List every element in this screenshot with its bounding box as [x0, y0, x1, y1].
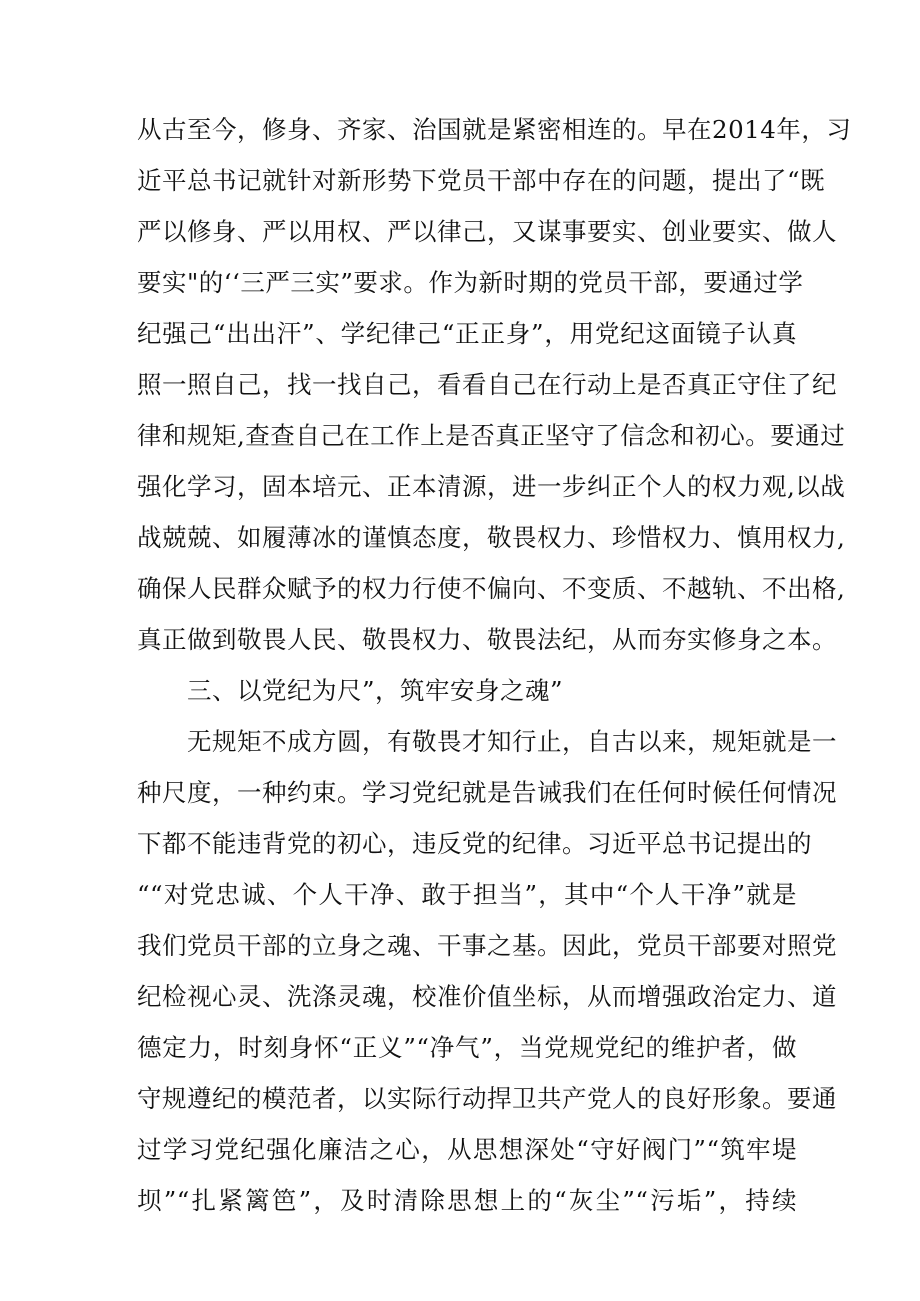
text-line: 确保人民群众赋予的权力行使不偏向、不变质、不越轨、不出格,	[137, 574, 846, 603]
text-line: 坝”“扎紧篱笆”，及时清除思想上的“灰尘”“污垢”，持续	[137, 1186, 797, 1215]
text-line: 我们党员干部的立身之魂、干事之基。因此，党员干部要对照党	[137, 931, 837, 960]
text-line: 德定力，时刻身怀“正义”“净气”，当党规党纪的维护者，做	[137, 1033, 797, 1062]
text-line: 守规遵纪的模范者，以实际行动捍卫共产党人的良好形象。要通	[137, 1084, 837, 1113]
text-line: 战兢兢、如履薄冰的谨慎态度，敬畏权力、珍惜权力、慎用权力,	[137, 523, 846, 552]
text-line: 纪检视心灵、洗涤灵魂，校准价值坐标，从而增强政治定力、道	[137, 982, 837, 1011]
text-line: 要实"的‘‘三严三实”要求。作为新时期的党员干部，要通过学	[137, 268, 804, 297]
text-line: 严以修身、严以用权、严以律己，又谋事要实、创业要实、做人	[137, 217, 837, 246]
text-line: ““对党忠诚、个人干净、敢于担当”，其中“个人干净”就是	[137, 880, 797, 909]
text-line: 近平总书记就针对新形势下党员干部中存在的问题，提出了“既	[137, 166, 826, 195]
text-line: 强化学习，固本培元、正本清源，进一步纠正个人的权力观,以战	[137, 472, 846, 501]
text-line: 纪强己“出出汗”、学纪律己“正正身”，用党纪这面镜子认真	[137, 319, 797, 348]
text-line: 下都不能违背党的初心，违反党的纪律。习近平总书记提出的	[137, 829, 812, 858]
text-line: 照一照自己，找一找自己，看看自己在行动上是否真正守住了纪	[137, 370, 837, 399]
text-line: 种尺度，一种约束。学习党纪就是告诫我们在任何时候任何情况	[137, 778, 837, 807]
text-line: 律和规矩,查查自己在工作上是否真正坚守了信念和初心。要通过	[137, 421, 846, 450]
text-line: 无规矩不成方圆，有敬畏才知行止，自古以来，规矩就是一	[187, 727, 837, 756]
text-line: 真正做到敬畏人民、敬畏权力、敬畏法纪，从而夯实修身之本。	[137, 625, 837, 654]
text-line: 从古至今，修身、齐家、治国就是紧密相连的。早在2014年，习	[137, 115, 852, 144]
section-heading: 三、以党纪为尺”，筑牢安身之魂”	[187, 676, 564, 705]
text-line: 过学习党纪强化廉洁之心，从思想深处“守好阀门”“筑牢堤	[137, 1135, 797, 1164]
